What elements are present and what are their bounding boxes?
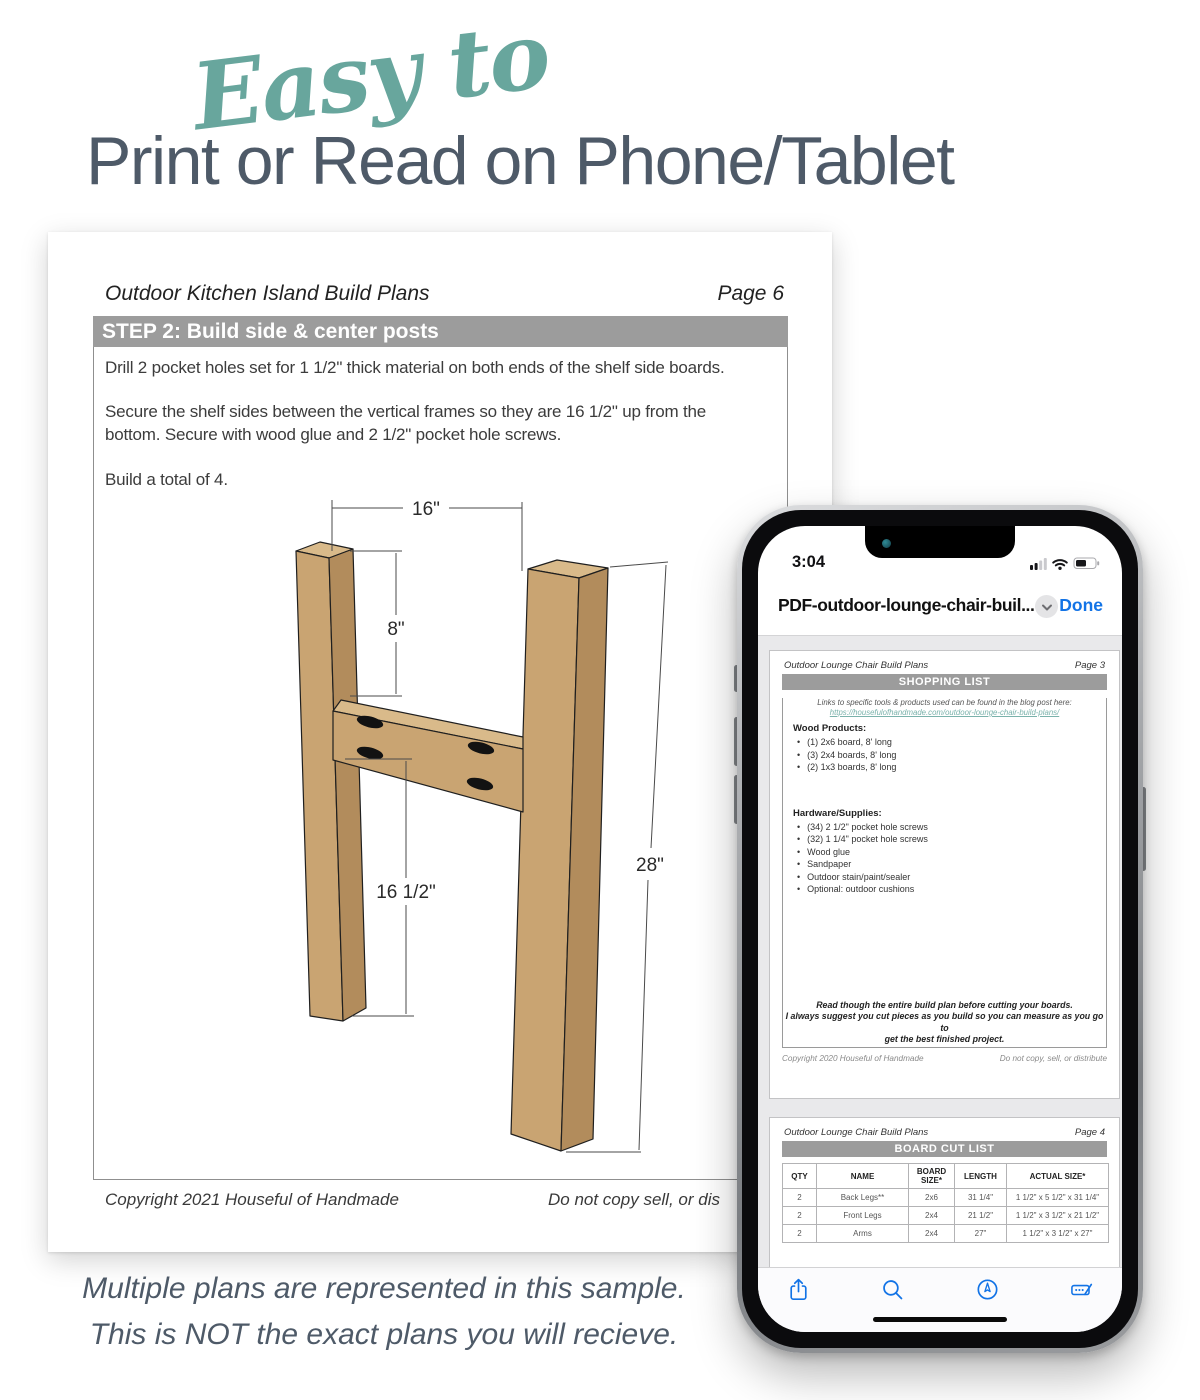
caption-line1: Multiple plans are represented in this sample. [82, 1272, 686, 1305]
cell: Back Legs** [817, 1189, 909, 1207]
note-line: get the best finished project. [884, 1034, 1005, 1044]
board-cut-table [782, 1163, 1109, 1243]
table-row [783, 1225, 1109, 1243]
sample-caption [18, 1266, 750, 1358]
battery-icon [1074, 558, 1099, 569]
pdf-scroll-area[interactable] [758, 636, 1122, 1267]
pdf-toolbar [758, 1267, 1122, 1332]
build-plan-page [48, 232, 832, 1252]
table-row [783, 1207, 1109, 1225]
share-icon[interactable] [786, 1277, 811, 1302]
list-item: • Optional: outdoor cushions [797, 883, 1106, 896]
wifi-icon [1053, 560, 1067, 570]
pdf-page4-number: Page 4 [1074, 1127, 1105, 1138]
pdf-page4-title: Outdoor Lounge Chair Build Plans [784, 1127, 929, 1138]
cell: 1 1/2" x 3 1/2" x 27" [1007, 1225, 1109, 1243]
phone-frame [737, 505, 1143, 1353]
status-bar-time: 3:04 [792, 553, 826, 571]
caption-line2: This is NOT the exact plans you will recieve. [89, 1318, 679, 1351]
pdf-page3-title: Outdoor Lounge Chair Build Plans [784, 660, 929, 671]
col-length: LENGTH [955, 1164, 1007, 1189]
cell: 2x4 [909, 1207, 955, 1225]
front-camera-icon [882, 539, 891, 548]
pdf-page3-number: Page 3 [1074, 660, 1105, 671]
phone-notch [865, 526, 1015, 558]
note-line: Read though the entire build plan before cutting your boards. [816, 999, 1073, 1010]
status-bar-icons [1030, 556, 1106, 576]
headline-script: Easy to [186, 0, 555, 152]
pdf-page3-header [770, 651, 1119, 671]
doc-title: Outdoor Kitchen Island Build Plans [105, 282, 430, 305]
pdf-page-4 [769, 1117, 1120, 1267]
pdf-filename: PDF-outdoor-lounge-chair-buil... [778, 595, 1035, 615]
blog-post-link[interactable]: https://housefulofhandmade.com/outdoor-lounge-chair-build-plans/ [829, 708, 1060, 717]
cell: 27" [955, 1225, 1007, 1243]
dimension-lines [332, 500, 668, 1152]
pdf-page3-footer [770, 1048, 1119, 1063]
list-item: • Outdoor stain/paint/sealer [797, 871, 1106, 884]
dim-label-8: 8" [387, 619, 405, 640]
phone-bezel [742, 510, 1138, 1348]
cell: 2 [783, 1189, 817, 1207]
doc-no-copy-notice: Do not copy sell, or dis [548, 1190, 720, 1209]
hardware-supplies-list [797, 821, 1106, 896]
col-qty: QTY [783, 1164, 817, 1189]
cell: 2x4 [909, 1225, 955, 1243]
list-item: • (1) 2x6 board, 8' long [797, 736, 1106, 749]
phone-mockup [737, 505, 1143, 1353]
step-header-bar: STEP 2: Build side & center posts [93, 316, 788, 347]
dim-label-16-half: 16 1/2" [376, 882, 436, 903]
cell: 2x6 [909, 1189, 955, 1207]
pdf-page-3 [769, 650, 1120, 1099]
navigate-icon[interactable] [975, 1277, 1000, 1302]
frame-diagram [280, 490, 710, 1170]
list-item: • (2) 1x3 boards, 8' long [797, 761, 1106, 774]
cellular-signal-icon [1030, 558, 1047, 570]
doc-paragraph-3: Build a total of 4. [105, 470, 228, 489]
home-indicator[interactable] [873, 1317, 1007, 1322]
doc-copyright: Copyright 2021 Houseful of Handmade [105, 1190, 399, 1209]
pdf-copyright: Copyright 2020 Houseful of Handmade [782, 1054, 924, 1063]
doc-paragraph-2-line1: Secure the shelf sides between the vertical frames so they are 16 1/2" up from the [105, 402, 707, 421]
board-cut-list-bar: BOARD CUT LIST [782, 1141, 1107, 1157]
table-header-row [783, 1164, 1109, 1189]
chevron-down-icon[interactable] [1035, 595, 1058, 618]
list-item: • (32) 1 1/4" pocket hole screws [797, 833, 1106, 846]
headline-title: Print or Read on Phone/Tablet [86, 123, 954, 199]
cell: 21 1/2" [955, 1207, 1007, 1225]
pdf-page3-box [782, 698, 1107, 1048]
dim-label-16: 16" [412, 499, 440, 520]
pdf-page4-header [770, 1118, 1119, 1138]
list-item: • Sandpaper [797, 858, 1106, 871]
col-board-size: BOARD SIZE* [909, 1164, 955, 1189]
markup-icon[interactable] [1069, 1277, 1094, 1302]
doc-paragraph-1: Drill 2 pocket holes set for 1 1/2" thick material on both ends of the shelf side boards. [105, 358, 725, 377]
cell: Front Legs [817, 1207, 909, 1225]
read-note [783, 1000, 1106, 1046]
list-item: • Wood glue [797, 846, 1106, 859]
search-icon[interactable] [880, 1277, 905, 1302]
hardware-supplies-title: Hardware/Supplies: [793, 807, 882, 819]
table-row [783, 1189, 1109, 1207]
links-intro-text: Links to specific tools & products used can be found in the blog post here: [817, 698, 1072, 707]
cell: 31 1/4" [955, 1189, 1007, 1207]
shopping-list-bar: SHOPPING LIST [782, 674, 1107, 690]
col-name: NAME [817, 1164, 909, 1189]
pdf-no-copy: Do not copy, sell, or distribute [999, 1054, 1107, 1063]
col-actual-size: ACTUAL SIZE* [1007, 1164, 1109, 1189]
cell: 1 1/2" x 3 1/2" x 21 1/2" [1007, 1207, 1109, 1225]
cell: 1 1/2" x 5 1/2" x 31 1/4" [1007, 1189, 1109, 1207]
list-item: • (3) 2x4 boards, 8' long [797, 749, 1106, 762]
list-item: • (34) 2 1/2" pocket hole screws [797, 821, 1106, 834]
doc-paragraph-2 [105, 400, 706, 446]
done-button[interactable]: Done [1059, 595, 1103, 615]
cell: 2 [783, 1225, 817, 1243]
wood-products-list [797, 736, 1106, 774]
cell: Arms [817, 1225, 909, 1243]
doc-paragraph-2-line2: bottom. Secure with wood glue and 2 1/2" pocket hole screws. [105, 425, 562, 444]
phone-screen [758, 526, 1122, 1332]
dim-label-28: 28" [636, 855, 664, 876]
doc-page-number: Page 6 [717, 282, 784, 305]
cell: 2 [783, 1207, 817, 1225]
wood-products-title: Wood Products: [793, 723, 867, 734]
note-line: I always suggest you cut pieces as you build so you can measure as you go to [785, 1011, 1104, 1033]
